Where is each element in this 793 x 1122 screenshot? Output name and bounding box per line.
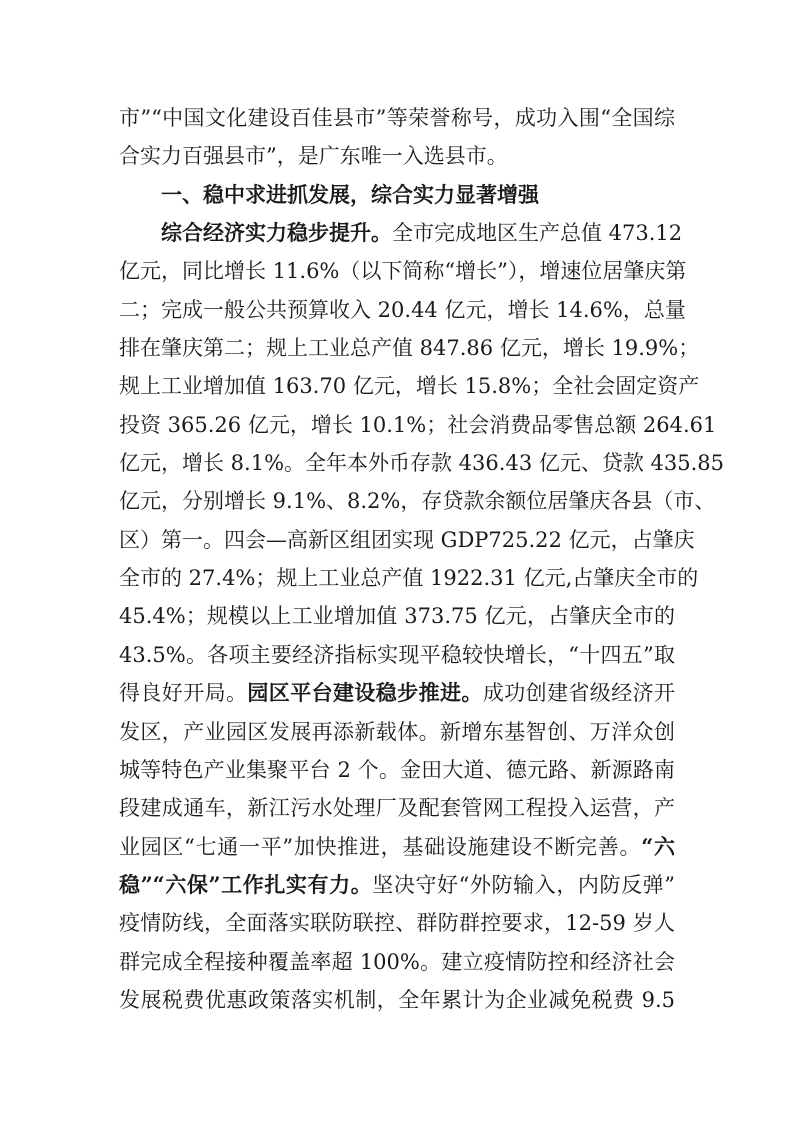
body-text: 亿元，增长 8.1%。全年本外币存款 436.43 亿元、贷款 435.85 <box>119 451 725 476</box>
text-line <box>119 482 716 520</box>
bold-text: “六 <box>641 833 675 859</box>
body-text: 亿元，同比增长 11.6%（以下简称“增长”），增速位居肇庆第 <box>119 259 687 284</box>
text-line <box>119 597 675 635</box>
text-line <box>119 559 699 597</box>
body-text: 投资 365.26 亿元，增长 10.1%；社会消费品零售总额 264.61 <box>119 412 717 437</box>
text-line <box>119 521 695 559</box>
document-page <box>119 99 725 1019</box>
body-text: 全市的 27.4%；规上工业总产值 1922.31 亿元,占肇庆全市的 <box>119 566 699 591</box>
text-line <box>119 636 675 674</box>
text-line <box>119 674 675 712</box>
text-line <box>119 444 725 482</box>
text-line <box>119 904 675 942</box>
body-text: 43.5%。各项主要经济指标实现平稳较快增长，“十四五”取 <box>119 642 675 667</box>
bold-text: 稳”“六保”工作扎实有力。 <box>119 871 373 897</box>
body-text: 坚决守好“外防输入，内防反弹” <box>372 872 675 897</box>
text-line <box>119 137 675 175</box>
text-line <box>119 866 675 904</box>
body-text: 合实力百强县市”，是广东唯一入选县市。 <box>119 144 508 169</box>
bold-text: 一、稳中求进抓发展，综合实力显著增强 <box>161 181 539 207</box>
body-text: 群完成全程接种覆盖率超 100%。建立疫情防控和经济社会 <box>119 949 675 974</box>
body-text: 发区，产业园区发展再添新载体。新增东基智创、万洋众创 <box>119 719 675 744</box>
text-line <box>119 828 675 866</box>
body-text: 市”“中国文化建设百佳县市”等荣誉称号，成功入围“全国综 <box>119 106 675 130</box>
body-text: 发展税费优惠政策落实机制，全年累计为企业减免税费 9.5 <box>119 987 675 1012</box>
text-line <box>119 367 700 405</box>
section-heading <box>119 176 675 214</box>
body-text: 45.4%；规模以上工业增加值 373.75 亿元，占肇庆全市的 <box>119 604 675 629</box>
body-text: 全市完成地区生产总值 473.12 <box>392 221 683 246</box>
body-text: 规上工业增加值 163.70 亿元，增长 15.8%；全社会固定资产 <box>119 374 700 399</box>
bold-text: 园区平台建设稳步推进。 <box>247 680 483 706</box>
text-line <box>119 981 675 1019</box>
body-text: 成功创建省级经济开 <box>482 681 676 706</box>
bold-text: 综合经济实力稳步提升。 <box>161 220 392 246</box>
body-text: 疫情防线，全面落实联防联控、群防群控要求，12-59 岁人 <box>119 911 675 936</box>
text-line <box>119 713 675 751</box>
text-line <box>119 406 717 444</box>
body-text: 区）第一。四会—高新区组团实现 GDP725.22 亿元，占肇庆 <box>119 527 695 552</box>
body-text: 城等特色产业集聚平台 2 个。金田大道、德元路、新源路南 <box>119 757 675 782</box>
body-text: 二；完成一般公共预算收入 20.44 亿元，增长 14.6%，总量 <box>119 297 686 322</box>
body-text: 排在肇庆第二；规上工业总产值 847.86 亿元，增长 19.9%； <box>119 336 700 361</box>
text-line <box>119 789 675 827</box>
text-line <box>119 99 675 137</box>
body-text: 段建成通车，新江污水处理厂及配套管网工程投入运营，产 <box>119 796 675 821</box>
body-text: 得良好开局。 <box>119 681 248 706</box>
body-text: 业园区“七通一平”加快推进，基础设施建设不断完善。 <box>119 834 642 859</box>
text-line <box>119 214 683 252</box>
text-line <box>119 291 686 329</box>
body-text: 亿元，分别增长 9.1%、8.2%，存贷款余额位居肇庆各县（市、 <box>119 489 716 514</box>
text-line <box>119 751 675 789</box>
text-line <box>119 943 675 981</box>
text-line <box>119 329 700 367</box>
text-line <box>119 252 687 290</box>
